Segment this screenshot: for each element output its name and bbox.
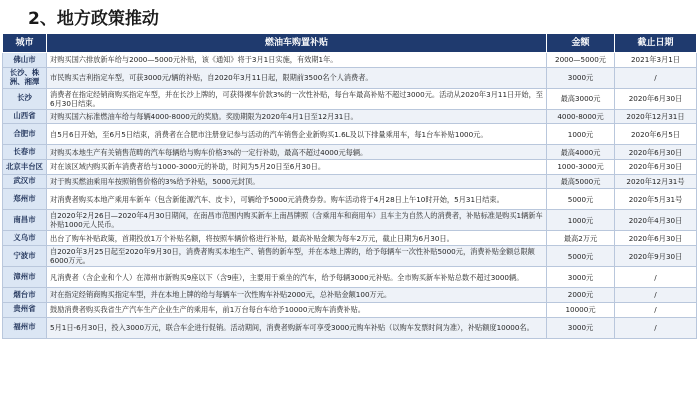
amount-cell: 10000元: [547, 302, 615, 317]
deadline-cell: /: [615, 267, 697, 288]
header-deadline: 截止日期: [615, 34, 697, 53]
header-city: 城市: [3, 34, 47, 53]
subsidy-cell: 凡消费者（含企业和个人）在漳州市新购买9座以下（含9座），主要用于乘坐的汽车，给予每辆3000元补贴。全市购买新车补贴总数不超过3000辆。: [47, 267, 547, 288]
deadline-cell: 2021年3月1日: [615, 53, 697, 68]
table-row: [3, 288, 697, 303]
deadline-cell: 2020年4月30日: [615, 210, 697, 231]
deadline-cell: 2020年9月30日: [615, 246, 697, 267]
table-row: [3, 67, 697, 88]
deadline-cell: 2020年6月5日: [615, 124, 697, 145]
subsidy-cell: 对于购买燃油乘用车按照销售价格的3%给予补贴，5000元封顶。: [47, 174, 547, 189]
deadline-cell: 2020年6月30日: [615, 231, 697, 246]
table-row: [3, 124, 697, 145]
deadline-cell: /: [615, 302, 697, 317]
subsidy-cell: 对购买本地生产有关销售范畴的汽车每辆给与购车价格3%的一定行补助，最高不超过4000元每辆。: [47, 145, 547, 160]
amount-cell: 最高2万元: [547, 231, 615, 246]
amount-cell: 4000-8000元: [547, 109, 615, 124]
header-amount: 金额: [547, 34, 615, 53]
amount-cell: 5000元: [547, 189, 615, 210]
subsidy-cell: 对在该区域内购买新车消费者给与1000-3000元的补助，时间为5月20日至6月30日。: [47, 160, 547, 175]
amount-cell: 3000元: [547, 317, 615, 338]
amount-cell: 2000元: [547, 288, 615, 303]
subsidy-cell: 出台了购车补贴政策，首期投放1万个补贴名额，将按照车辆价格进行补贴，最高补贴金额为每车2万元，截止日期为6月30日。: [47, 231, 547, 246]
city-cell: 宁波市: [3, 246, 47, 267]
amount-cell: 3000元: [547, 267, 615, 288]
subsidy-cell: 5月1日-6月30日，投入3000万元，联合车企进行促销。活动期间，消费者购新车可享受3000元购车补贴（以购车发票时间为准），补贴额度10000名。: [47, 317, 547, 338]
deadline-cell: 2020年12月31日: [615, 109, 697, 124]
city-cell: 合肥市: [3, 124, 47, 145]
amount-cell: 5000元: [547, 246, 615, 267]
deadline-cell: 2020年6月30日: [615, 160, 697, 175]
city-cell: 长沙、株洲、湘潭: [3, 67, 47, 88]
subsidy-cell: 市民购买吉利指定车型，可获3000元/辆的补贴，自2020年3月11日起，限期前3500名个人消费者。: [47, 67, 547, 88]
city-cell: 佛山市: [3, 53, 47, 68]
deadline-cell: 2020年5月31号: [615, 189, 697, 210]
table-row: [3, 145, 697, 160]
amount-cell: 2000—5000元: [547, 53, 615, 68]
amount-cell: 最高3000元: [547, 88, 615, 109]
city-cell: 山西省: [3, 109, 47, 124]
subsidy-cell: 鼓励消费者购买我省生产汽车生产企业生产的乘用车，前1万台每台车给予10000元购车消费补贴。: [47, 302, 547, 317]
subsidy-cell: 消费者在指定经销商购买指定车型，并在长沙上牌的，可获得裸车价款3%的一次性补贴，每台车最高补贴不超过3000元。活动从2020年3月11日开始，至6月30日结束。: [47, 88, 547, 109]
city-cell: 南昌市: [3, 210, 47, 231]
deadline-cell: /: [615, 67, 697, 88]
city-cell: 武汉市: [3, 174, 47, 189]
amount-cell: 最高4000元: [547, 145, 615, 160]
subsidy-cell: 对在指定经销商购买指定车型，并在本地上牌的给与每辆车一次性购车补贴2000元，总补贴金额100万元。: [47, 288, 547, 303]
table-row: [3, 246, 697, 267]
subsidy-cell: 对消费者购买本地产乘用车新车（包含新能源汽车、皮卡），可辆给予5000元消费券券。购车活动将于4月28日上午10时开始，5月31日结束。: [47, 189, 547, 210]
deadline-cell: /: [615, 317, 697, 338]
subsidy-cell: 对购买国六标准燃油车给与每辆4000-8000元的奖励。奖励期限为2020年4月1日至12月31日。: [47, 109, 547, 124]
table-row: [3, 302, 697, 317]
table-row: [3, 109, 697, 124]
subsidy-cell: 自2020年3月25日起至2020年9月30日，消费者购买本地生产、销售的新车型，并在本地上牌的，给予每辆车一次性补贴5000元，消费补贴金额总限额6000万元。: [47, 246, 547, 267]
table-row: [3, 174, 697, 189]
policy-table: [2, 33, 697, 339]
table-row: [3, 189, 697, 210]
city-cell: 郑州市: [3, 189, 47, 210]
table-row: [3, 231, 697, 246]
subsidy-cell: 对购买国六排放新车给与2000—5000元补贴，该《通知》将于3月1日实施，有效期1年。: [47, 53, 547, 68]
deadline-cell: /: [615, 288, 697, 303]
table-row: [3, 53, 697, 68]
amount-cell: 最高5000元: [547, 174, 615, 189]
city-cell: 烟台市: [3, 288, 47, 303]
table-row: [3, 317, 697, 338]
deadline-cell: 2020年6月30日: [615, 88, 697, 109]
city-cell: 义乌市: [3, 231, 47, 246]
city-cell: 长春市: [3, 145, 47, 160]
amount-cell: 3000元: [547, 67, 615, 88]
subsidy-cell: 自5月6日开始，至6月5日结束，消费者在合肥市注册登记参与活动的汽车销售企业新购买1.6L及以下排量乘用车，每1台车补贴1000元。: [47, 124, 547, 145]
city-cell: 福州市: [3, 317, 47, 338]
deadline-cell: 2020年6月30日: [615, 145, 697, 160]
table-row: [3, 88, 697, 109]
table-row: [3, 160, 697, 175]
city-cell: 北京丰台区: [3, 160, 47, 175]
subsidy-cell: 自2020年2月26日—2020年4月30日期间，在南昌市范围内购买新车上南昌牌照（含乘用车和商用车）且车主为自然人的消费者，补贴标准是购买1辆新车补贴1000元人民币。: [47, 210, 547, 231]
amount-cell: 1000-3000元: [547, 160, 615, 175]
amount-cell: 1000元: [547, 124, 615, 145]
page-title: 2、地方政策推动: [28, 9, 159, 29]
city-cell: 漳州市: [3, 267, 47, 288]
header-subsidy: 燃油车购置补贴: [47, 34, 547, 53]
amount-cell: 1000元: [547, 210, 615, 231]
table-header-row: [3, 34, 697, 53]
city-cell: 贵州省: [3, 302, 47, 317]
city-cell: 长沙: [3, 88, 47, 109]
table-row: [3, 267, 697, 288]
deadline-cell: 2020年12月31号: [615, 174, 697, 189]
table-row: [3, 210, 697, 231]
